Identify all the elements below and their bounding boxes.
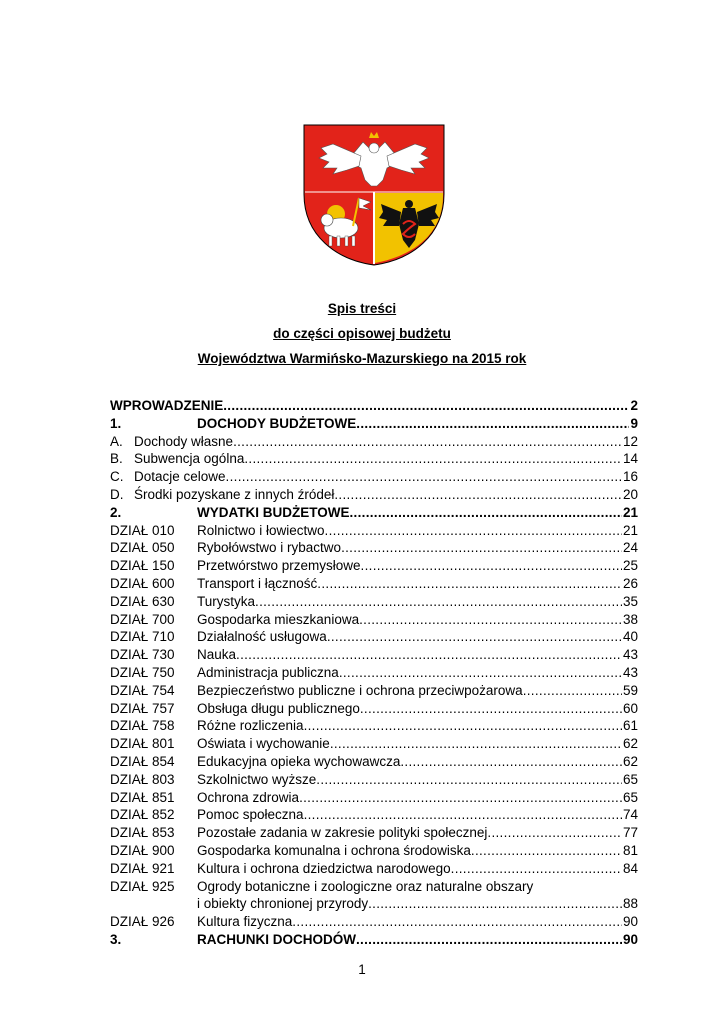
toc-entry-continuation[interactable] xyxy=(110,895,638,913)
toc-entry-label: Administracja publiczna xyxy=(197,664,339,680)
toc-entry[interactable] xyxy=(110,682,638,700)
toc-entry[interactable] xyxy=(110,913,638,931)
toc-leader-dots xyxy=(330,735,622,753)
toc-entry-number: C. xyxy=(110,469,124,485)
toc-entry[interactable] xyxy=(110,806,638,824)
toc-leader-dots xyxy=(451,860,622,878)
toc-entry[interactable] xyxy=(110,593,638,611)
toc-entry[interactable] xyxy=(110,771,638,789)
toc-entry-number: A. xyxy=(110,433,123,449)
toc-entry[interactable] xyxy=(110,611,638,629)
toc-entry-number: DZIAŁ 754 xyxy=(110,682,175,698)
toc-leader-dots xyxy=(292,913,622,931)
toc-entry-page: 84 xyxy=(622,860,638,876)
toc-entry[interactable] xyxy=(110,539,638,557)
toc-entry-label: Różne rozliczenia xyxy=(197,718,304,734)
toc-entry[interactable] xyxy=(110,575,638,593)
toc-entry[interactable] xyxy=(110,735,638,753)
toc-entry-number: DZIAŁ 600 xyxy=(110,575,175,591)
toc-leader-dots xyxy=(226,468,622,486)
toc-leader-dots xyxy=(471,842,622,860)
toc-entry[interactable] xyxy=(110,486,638,504)
toc-entry-page: 25 xyxy=(622,558,638,574)
toc-entry-page: 20 xyxy=(622,486,638,502)
toc-leader-dots xyxy=(356,931,622,949)
toc-entry-number: DZIAŁ 630 xyxy=(110,593,175,609)
toc-leader-dots xyxy=(400,753,622,771)
toc-leader-dots xyxy=(233,433,622,451)
toc-entry[interactable] xyxy=(110,700,638,718)
toc-entry[interactable] xyxy=(110,824,638,842)
toc-entry-page: 65 xyxy=(622,771,638,787)
toc-entry-number: DZIAŁ 803 xyxy=(110,771,175,787)
toc-leader-dots xyxy=(236,646,622,664)
toc-entry-number: DZIAŁ 757 xyxy=(110,700,175,716)
toc-entry-label: Pomoc społeczna xyxy=(197,807,304,823)
toc-leader-dots xyxy=(255,593,622,611)
toc-entry-page: 77 xyxy=(622,825,638,841)
toc-entry-label: Oświata i wychowanie xyxy=(197,736,330,752)
toc-entry-label: Transport i łączność xyxy=(197,575,318,591)
toc-leader-dots xyxy=(299,789,622,807)
toc-leader-dots xyxy=(356,415,629,433)
toc-entry-page: 90 xyxy=(622,931,638,947)
toc-entry-number: DZIAŁ 758 xyxy=(110,718,175,734)
toc-entry-page: 35 xyxy=(622,593,638,609)
toc-entry[interactable] xyxy=(110,468,638,486)
toc-entry-label: Nauka xyxy=(197,647,237,663)
toc-entry-label: Rybołówstwo i rybactwo xyxy=(197,540,342,556)
toc-entry-page: 90 xyxy=(622,914,638,930)
toc-entry-number: DZIAŁ 854 xyxy=(110,753,175,769)
toc-entry-number: DZIAŁ 700 xyxy=(110,611,175,627)
toc-entry-label: RACHUNKI DOCHODÓW xyxy=(197,931,356,947)
toc-entry-label: Turystyka xyxy=(197,593,256,609)
toc-leader-dots xyxy=(244,450,622,468)
toc-leader-dots xyxy=(334,486,622,504)
toc-entry-page: 26 xyxy=(622,575,638,591)
toc-entry-number: 1. xyxy=(110,415,122,431)
toc-leader-dots xyxy=(327,628,622,646)
toc-entry[interactable] xyxy=(110,878,638,896)
toc-entry-number: DZIAŁ 730 xyxy=(110,647,175,663)
toc-entry-number: DZIAŁ 851 xyxy=(110,789,175,805)
title-line-3: Województwa Warmińsko-Mazurskiego na 2015 rok xyxy=(197,351,527,366)
toc-entry-label: Dochody własne xyxy=(134,433,234,449)
toc-entry-number: DZIAŁ 150 xyxy=(110,558,175,574)
toc-leader-dots xyxy=(350,504,622,522)
toc-entry-page: 43 xyxy=(622,647,638,663)
table-of-contents xyxy=(110,397,638,949)
toc-entry-label: Obsługa długu publicznego xyxy=(197,700,360,716)
toc-entry-number: 2. xyxy=(110,504,122,520)
toc-entry-label: Środki pozyskane z innych źródeł xyxy=(134,486,335,502)
toc-entry-label: Gospodarka mieszkaniowa xyxy=(197,611,360,627)
toc-entry-label: Ochrona zdrowia xyxy=(197,789,300,805)
toc-entry-label: Szkolnictwo wyższe xyxy=(197,771,317,787)
toc-leader-dots xyxy=(304,806,622,824)
toc-entry[interactable] xyxy=(110,753,638,771)
toc-leader-dots xyxy=(304,717,622,735)
toc-entry-number: DZIAŁ 853 xyxy=(110,825,175,841)
toc-entry-label: Działalność usługowa xyxy=(197,629,327,645)
toc-entry-page: 61 xyxy=(622,718,638,734)
toc-entry-label: WPROWADZENIE xyxy=(110,398,224,413)
toc-entry-page: 24 xyxy=(622,540,638,556)
toc-leader-dots xyxy=(223,397,629,415)
toc-entry[interactable] xyxy=(110,789,638,807)
toc-entry-label: WYDATKI BUDŻETOWE xyxy=(197,504,350,520)
title-line-2: do części opisowej budżetu xyxy=(273,326,451,341)
toc-entry-number: DZIAŁ 050 xyxy=(110,540,175,556)
toc-entry-label: Subwencja ogólna xyxy=(134,451,245,467)
page-number: 1 xyxy=(358,962,366,977)
title-line-1: Spis treści xyxy=(327,301,397,316)
toc-entry-number: DZIAŁ 010 xyxy=(110,522,175,538)
toc-leader-dots xyxy=(317,575,622,593)
toc-leader-dots xyxy=(341,539,622,557)
toc-entry-label: i obiekty chronionej przyrody xyxy=(197,896,369,912)
toc-entry-number: 3. xyxy=(110,931,122,947)
toc-entry-page: 81 xyxy=(622,842,638,858)
toc-entry-page: 16 xyxy=(622,469,638,485)
toc-entry-number: DZIAŁ 921 xyxy=(110,860,175,876)
toc-entry-page: 43 xyxy=(622,664,638,680)
toc-entry-number: DZIAŁ 710 xyxy=(110,629,175,645)
toc-entry-page: 59 xyxy=(622,682,638,698)
toc-entry-number: B. xyxy=(110,451,123,467)
toc-entry-number: D. xyxy=(110,486,124,502)
toc-entry-label: Kultura fizyczna xyxy=(197,914,293,930)
toc-entry-number: DZIAŁ 925 xyxy=(110,878,175,894)
toc-leader-dots xyxy=(523,682,622,700)
toc-entry-page: 88 xyxy=(622,896,638,912)
toc-leader-dots xyxy=(487,824,622,842)
toc-entry[interactable] xyxy=(110,664,638,682)
document-title xyxy=(0,296,724,371)
toc-leader-dots xyxy=(316,771,622,789)
toc-entry-page: 21 xyxy=(622,504,638,520)
toc-entry-number: DZIAŁ 926 xyxy=(110,914,175,930)
toc-leader-dots xyxy=(360,700,622,718)
toc-entry-label: Edukacyjna opieka wychowawcza xyxy=(197,753,401,769)
toc-entry-page: 62 xyxy=(622,753,638,769)
toc-entry-page: 14 xyxy=(622,451,638,467)
toc-entry-label: Przetwórstwo przemysłowe xyxy=(197,558,361,574)
toc-entry-page: 38 xyxy=(622,611,638,627)
toc-entry-number: DZIAŁ 801 xyxy=(110,736,175,752)
toc-entry-label: Dotacje celowe xyxy=(134,469,226,485)
toc-entry-page: 21 xyxy=(622,522,638,538)
toc-entry[interactable] xyxy=(110,522,638,540)
toc-entry[interactable] xyxy=(110,646,638,664)
toc-entry-number: DZIAŁ 900 xyxy=(110,842,175,858)
toc-entry[interactable] xyxy=(110,717,638,735)
toc-entry-label: Gospodarka komunalna i ochrona środowiska xyxy=(197,842,471,858)
toc-entry[interactable] xyxy=(110,433,638,451)
toc-leader-dots xyxy=(361,557,622,575)
toc-entry[interactable] xyxy=(110,504,638,522)
toc-entry-label: Rolnictwo i łowiectwo xyxy=(197,522,325,538)
toc-entry[interactable] xyxy=(110,557,638,575)
toc-entry-page: 9 xyxy=(630,415,638,431)
coat-of-arms-icon xyxy=(303,124,445,266)
toc-entry-page: 62 xyxy=(622,736,638,752)
toc-entry-label: DOCHODY BUDŻETOWE xyxy=(197,415,357,431)
toc-entry[interactable] xyxy=(110,842,638,860)
toc-leader-dots xyxy=(368,895,622,913)
toc-leader-dots xyxy=(359,611,622,629)
toc-entry-page: 40 xyxy=(622,629,638,645)
toc-entry-label: Pozostałe zadania w zakresie polityki społecznej xyxy=(197,825,488,841)
toc-leader-dots xyxy=(325,522,622,540)
toc-entry-page: 74 xyxy=(622,807,638,823)
toc-entry[interactable] xyxy=(110,397,638,415)
toc-entry-number: DZIAŁ 852 xyxy=(110,807,175,823)
toc-leader-dots xyxy=(339,664,622,682)
toc-entry-page: 2 xyxy=(630,398,638,413)
toc-entry-page: 65 xyxy=(622,789,638,805)
toc-entry-page: 12 xyxy=(622,433,638,449)
toc-entry[interactable] xyxy=(110,450,638,468)
toc-entry[interactable] xyxy=(110,860,638,878)
toc-entry-page: 60 xyxy=(622,700,638,716)
toc-entry[interactable] xyxy=(110,415,638,433)
toc-entry-label: Ogrody botaniczne i zoologiczne oraz naturalne obszary xyxy=(197,878,534,894)
toc-entry-number: DZIAŁ 750 xyxy=(110,664,175,680)
toc-entry-label: Kultura i ochrona dziedzictwa narodowego xyxy=(197,860,451,876)
toc-entry[interactable] xyxy=(110,628,638,646)
toc-entry[interactable] xyxy=(110,931,638,949)
toc-entry-label: Bezpieczeństwo publiczne i ochrona przeciwpożarowa xyxy=(197,682,523,698)
